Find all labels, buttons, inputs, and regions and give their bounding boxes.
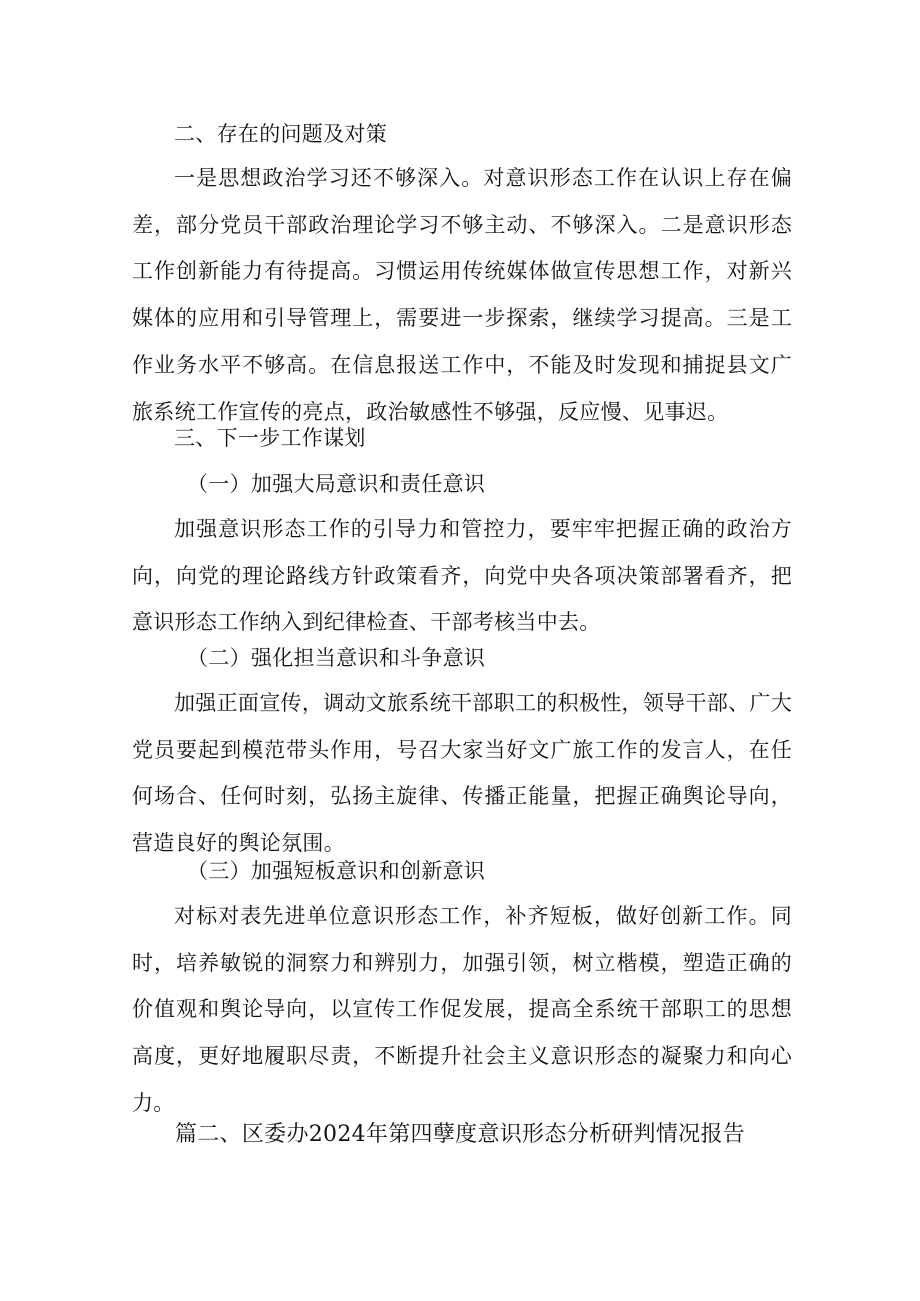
next-article-title: 篇二、区委办2024年第四孽度意识形态分析研判情况报告 [174,1122,746,1147]
section-3-heading: 三、下一步工作谋划 [174,426,366,450]
subsection-3-body: 对标对表先进单位意识形态工作，补齐短板，做好创新工作。同时，培养敏锐的洞察力和辨别力，加强引领，树立楷模，塑造正确的价值观和舆论导向，以宣传工作促发展，提高全系统干部职工的思想高度，更好地履职尽责，不断提升社会主义意识形态的凝聚力和向心力。 [132,904,792,1115]
subsection-2-body: 加强正面宣传，调动文旅系统干部职工的积极性，领导干部、广大党员要起到模范带头作用，号召大家当好文广旅工作的发言人，在任何场合、任何时刻，弘扬主旋律、传播正能量，把握正确舆论导向，营造良好的舆论氛围。 [132,691,792,856]
subsection-3-heading: （三）加强短板意识和创新意识 [187,859,486,883]
section-2-body: 一是思想政治学习还不够深入。对意识形态工作在认识上存在偏差，部分党员干部政治理论学习不够主动、不够深入。二是意识形态工作创新能力有待提高。习惯运用传统媒体做宣传思想工作，对新兴媒体的应用和引导管理上，需要进一步探索，继续学习提高。三是工作业务水平不够高。在信息报送工作中，不能及时发现和捕捉县文广旅系统工作宣传的亮点，政治敏感性不够强，反应慢、见事迟。 [132,166,792,424]
section-2-heading: 二、存在的问题及对策 [174,122,387,146]
subsection-1-heading: （一）加强大局意识和责任意识 [187,472,486,496]
subsection-1-body: 加强意识形态工作的引导力和管控力，要牢牢把握正确的政治方向，向党的理论路线方针政策看齐，向党中央各项决策部署看齐，把意识形态工作纳入到纪律检查、干部考核当中去。 [132,517,792,635]
subsection-2-heading: （二）强化担当意识和斗争意识 [187,646,486,670]
